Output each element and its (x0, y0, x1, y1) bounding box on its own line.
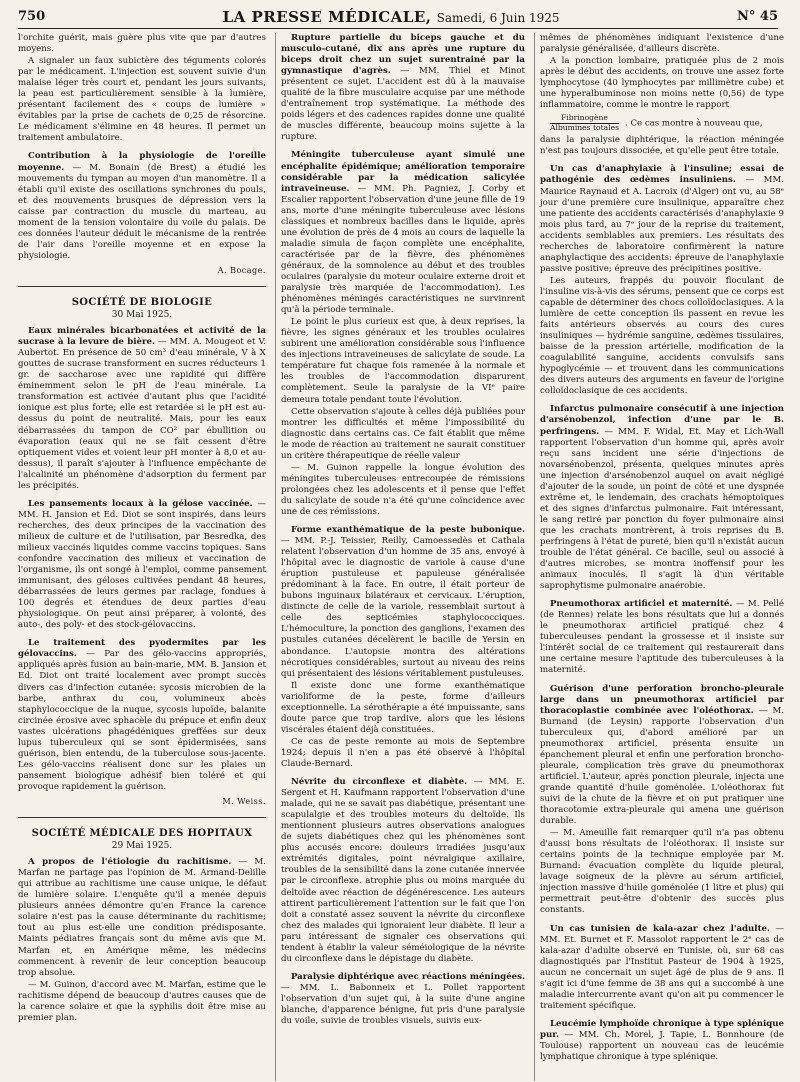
article-text: — M. Bonain (de Brest) a étudié les mouvements du tympan au moyen d'un manomètre. Il a établi qu'il existe des oscillations synchrones du pouls, et des mouvements brusques de dépression vers la caisse par contraction du muscle du marteau, au moment de la tension volontaire du voile du palais. De ces données l'auteur déduit le mécanisme de la rentrée de l'air dans l'oreille moyenne et en expose la physiologie. (18, 162, 266, 261)
signature: A. Bocage. (217, 265, 266, 275)
article-title: Le traitement des pyodermites par les gélovaccins. (18, 638, 266, 660)
article-title: Un cas tunisien de kala-azar chez l'adulte. (549, 923, 771, 934)
paragraph: mêmes de phénomènes indiquant l'existence d'une paralysie généralisée, d'ailleurs discrète. (539, 33, 784, 55)
section-date: 30 Mai 1925. (111, 310, 173, 321)
article (18, 638, 266, 793)
article-title: Eaux minérales bicarbonatées et activité de la sucrase à la levure de bière. (18, 326, 266, 348)
issue-number: N° 45 (736, 8, 778, 24)
paragraph (540, 112, 784, 134)
article-text: — MM. A. Mougeot et V. Aubertot. En présence de 50 cm³ d'eau minérale, V à X gouttes de sucrase transforment en sucres réducteurs 1 gr. de saccharose avec une rapidité qui diffère éminemment selon le pH de l'eau minérale. La transformation est activée d'autant plus que l'acidité ionique est plus forte; elle est retardée si le pH est au-dessus du point de neutralité. Mais, pour les eaux débarrassées du tampon de CO² par ébullition ou évaporation (eaux qui ne se fait cessent d'être optiquement vides et voient leur pH monter à 8,0 et au-dessus), il paraît s'ajouter à l'influence empêchante de l'alcalinité un phénomène d'adsorption du ferment par les précipités. (18, 337, 266, 491)
article-text: — MM. F. Widal, Et. May et Lich-Wall rapportent l'observation d'un homme qui, après avoir reçu sans incident une série d'injections de novarsénobenzol, présenta, quelques minutes après une injection d'arsénobenzol auquel on avait négligé d'ajouter de la soude, un point de côté et une dyspnée extrême et, le lendemain, des crachats hémoptoïques et des signes d'infarctus pulmonaire. Fait intéressant, le sang retiré par ponction du foyer pulmonaire ainsi que les crachats montrèrent, à trois reprises du B. perfringens à l'état de pureté, bien qu'il n'existât aucun trouble de l'état général. Ce bacille, seul ou associé à d'autres microbes, se montra inoffensif pour les animaux inoculés. Il s'agit là d'un véritable saprophytisme pulmonaire anaérobie. (539, 426, 784, 592)
column-2 (275, 33, 525, 1081)
article (540, 1019, 784, 1063)
article-text: — MM. H. Jansion et Ed. Diot se sont inspirés, dans leurs recherches, des deux principes de la vaccination des milieux de culture et de l'utilisation, par Besredka, des milieux vaccinés liquides comme vaccins topiques. Sans confondre vaccination des milieux et vaccination de l'organisme, ils ont songé à l'emploi, comme pansement immunisant, des géloses cultivées pendant 48 heures, débarrassées de leurs germes par raclage, fondues à 100 degrés et étendues de deux parties d'eau physiologique. On peut ainsi préparer, à volonté, des auto-, des poly- et des stock-gélovaccins. (18, 498, 266, 631)
article-title: Contribution à la physiologie de l'oreille moyenne. (18, 151, 266, 173)
article-text: — Par des gélo-vaccins appropriés, appliqués après fusion au bain-marie, MM. B. Jansion et Ed. Diot ont traité localement avec prompt succès divers cas d'infection cutanée: sycosis microbien de la barbe, anthrax du cou, volumineux abcès staphylococcique de la nuque, sycosis lupoïde, balanite circinée érosive avec sphacèle du prépuce et enfin deux vastes ulcérations phagédéniques greffées sur deux lupus tuberculeux qui se sont épidermisées, sans guérison, bien entendu, de la tuberculose sous-jacente. Les gélo-vaccins réalisent donc sur les plaies un pansement biologique adhésif bien toléré et qui provoque rapidement la guérison. (18, 649, 266, 792)
paragraph: Il existe donc une forme exanthématique varioliforme de la peste, forme d'ailleurs exceptionnelle. La sérothérapie a été impuissante, sans doute parce que trop tardive, alors que les lésions viscérales étaient déjà constituées. (280, 680, 525, 735)
section-title: SOCIÉTÉ DE BIOLOGIE (18, 286, 266, 308)
article (540, 164, 784, 274)
article (281, 150, 525, 316)
article (540, 684, 784, 828)
article (18, 151, 266, 261)
article (281, 525, 525, 680)
paragraph: dans la paralysie diphtérique, la réaction méningée n'est pas toujours dissociée, et qu'elle peut être totale. (539, 135, 784, 157)
paragraph: l'orchite guérit, mais guère plus vite que par d'autres moyens. (18, 33, 266, 55)
article-title: A propos de l'étiologie du rachitisme. (28, 857, 232, 868)
page-number: 750 (18, 8, 46, 24)
article (281, 777, 525, 965)
section-date: 29 Mai 1925. (111, 841, 173, 852)
article (281, 972, 525, 1027)
journal-masthead (223, 7, 560, 26)
issue-date: Samedi, 6 Juin 1925 (436, 10, 560, 25)
columns (18, 33, 784, 1081)
article-title: Paralysie diphtérique avec réactions méningées. (290, 971, 525, 982)
article-text: — M. Pellé (de Rennes) relate les bons résultats que lui a donnés le pneumothorax artificiel pratiqué chez 4 tuberculeuses pendant la grossesse et il insiste sur l'intérêt social de ce traitement qui restaurerait dans une certaine mesure l'aptitude des tuberculeuses à la maternité. (539, 599, 784, 676)
article-title: Infarctus pulmonaire consécutif à une injection d'arsénobenzol, infection d'une par le B. perfringens. (539, 404, 784, 437)
article-text: — MM. Thiel et Minot présentent ce sujet. L'accident est dû à la mauvaise qualité de la fibre musculaire acquise par une méthode d'entraînement trop systématique. La méthode des poids légers et des cadences rapides donne une qualité de muscles différente, beaucoup moins sujette à la rupture. (280, 66, 525, 143)
article-title: Un cas d'anaphylaxie à l'insuline; essai de pathogénie des œdèmes insuliniens. (539, 164, 784, 186)
section-title: SOCIÉTÉ MÉDICALE DES HOPITAUX (18, 817, 266, 839)
article-title: Les pansements locaux à la gélose vaccinée. (28, 498, 253, 509)
article-title: Guérison d'une perforation broncho-pleurale large dans un pneumothorax artificiel par thoracoplastie combinée avec l'oléothorax. (539, 683, 784, 716)
signature: M. Weiss. (222, 797, 266, 806)
article-title: Leucémie lymphoïde chronique à type splénique pur. (539, 1018, 784, 1040)
paragraph: Ce cas de peste remonte au mois de Septembre 1924; depuis il n'en a pas été observé à l'hôpital Claude-Bernard. (280, 736, 525, 769)
article (540, 924, 784, 1012)
paragraph-text: . Ce cas montre à nouveau que, (624, 118, 763, 129)
article (18, 326, 266, 492)
column-3 (534, 33, 784, 1081)
formula-denominator: Albumines totales (549, 122, 619, 132)
article-title: Pneumothorax artificiel et maternité. (549, 599, 733, 610)
article-text: — M. Marfan ne partage pas l'opinion de M. Armand-Delille qui attribue au rachitisme une cause unique, le défaut de lumière solaire. L'enquête qu'il a menée depuis plusieurs années démontre qu'en France la carence solaire n'est pas la cause déterminante du rachitisme; tout au plus est-elle une condition prédisposante. Maints pédiatres français sont du même avis que M. Marfan et, en Amérique même, les médecins commencent à revenir de leur conception beaucoup trop absolue. (18, 857, 266, 978)
article-text: — M. Burnand (de Leysin) rapporte l'observation d'un tuberculeux qui, d'abord amélioré par un pneumothorax artificiel, présenta ensuite un épanchement pleural et enfin une perforation broncho-pleurale, complication très grave du pneumothorax artificiel. L'auteur, après ponction pleurale, injecta une grande quantité d'huile goménolée. L'oléothorax fut suivi de la chute de la fièvre et on put pratiquer une thoracotomie extra-pleurale qui amena une guérison durable. (539, 705, 784, 827)
article-text: — MM. Et. Burnet et F. Massolot rapportent le 2ᵉ cas de kala-azar d'adulte observé en Tunisie, où, sur 68 cas diagnostiqués par l'Institut Pasteur de 1904 à 1925, aucun ne concernait un sujet âgé de plus de 9 ans. Il s'agit ici d'une femme de 38 ans qui a succombé à une maladie intercurrente avant qu'on ait pu commencer le traitement spécifique. (539, 923, 784, 1011)
paragraph: — M. Guinon, d'accord avec M. Marfan, estime que le rachitisme dépend de beaucoup d'autres causes que de la carence solaire et que la syphilis doit être mise au premier plan. (18, 979, 266, 1023)
article-text: — MM. Ch. Morel, J. Tapie, L. Bonnhoure (de Toulouse) rapportent un nouveau cas de leucémie lymphatique chronique à type splénique. (539, 1029, 784, 1063)
paragraph: Le point le plus curieux est que, à deux reprises, la fièvre, les signes généraux et les troubles oculaires subirent une amélioration considérable sous l'influence des injections intraveineuses de salicylate de soude. La température fut chaque fois ramenée à la normale et les troubles de l'accommodation disparurent complètement. Seule la paralysie de la VIᵉ paire demeura totale pendant toute l'évolution. (280, 317, 525, 405)
article (18, 499, 266, 632)
article-title: Rupture partielle du biceps gauche et du musculo-cutané, dix ans après une rupture du biceps droit chez un sujet surentrainé par la gymnastique d'agrès. (280, 33, 525, 77)
paragraph: Cette observation s'ajoute à celles déjà publiées pour montrer les difficultés et même l'impossibilité du diagnostic dans certains cas. Ce fait établit que même le mode de réaction au traitement ne saurait constituer un critère thérapeutique de réelle valeur (280, 406, 525, 461)
article-title: Forme exanthématique de la peste bubonique. (290, 525, 525, 536)
article (18, 857, 266, 979)
paragraph: — M. Guinon rappelle la longue évolution des méningites tuberculeuses entrecoupée de rémissions prolongées chez les adolescents et il pense que l'effet du salicylate de soude n'a été qu'une coïncidence avec une de ces rémissions. (280, 462, 525, 517)
article-text: — MM. L. Babonneix et L. Pollet rapportent l'observation d'un sujet qui, à la suite d'une angine blanche, d'apparence bénigne, fut pris d'une paralysie du voile, suivie de troubles visuels, suivis eux- (280, 982, 525, 1027)
article (281, 33, 525, 143)
paragraph: A la ponction lombaire, pratiquée plus de 2 mois après le début des accidents, on trouve une assez forte lymphocytose (40 lymphocytes par millimètre cube) et une hyperalbuminose non moins nette (0,56) de type inflammatoire, comme le montre le rapport (539, 56, 784, 111)
article-title: Névrite du circonflexe et diabète. (290, 777, 468, 788)
journal-title: LA PRESSE MÉDICALE, (222, 7, 432, 26)
article-title: Méningite tuberculeuse ayant simulé une encéphalite épidémique; amélioration temporaire considérable par la médication salicylée intraveineuse. (280, 150, 525, 194)
paragraph: — M. Ameuille fait remarquer qu'il n'a pas obtenu d'aussi bons résultats de l'oléothorax. Il insiste sur certains points de la technique employée par M. Burnand: évacuation complète du liquide pleural, lavage soigneux de la plèvre au sérum artificiel, injection massive d'huile goménolée (1 litre et plus) qui permettrait peut-être d'obtenir des succès plus constants. (539, 828, 784, 916)
article (540, 599, 784, 676)
article-text: — MM. Maurice Raynaud et A. Lacroix (d'Alger) ont vu, au 58ᵉ jour d'une première cure insulinique, apparaître chez une patiente des accidents caractérisés d'anaphylaxie 9 mois plus tard, au 7ᵉ jour de la reprise du traitement, accidents semblables aux premiers. Les résultats des recherches de laboratoire confirmèrent la nature anaphylactique des accidents: épreuve de l'anaphylaxie passive positive; épreuve des précipitines positive. (539, 175, 784, 274)
article-text: — MM. P.-J. Teissier, Reilly, Camoessedès et Cathala relatent l'observation d'un homme de 35 ans, envoyé à l'hôpital avec le diagnostic de variole à cause d'une éruption pustuleuse et papuleuse généralisée prédominant à la face. En outre, il était porteur de bubons inguinaux bilatéraux et cervicaux. L'éruption, distincte de celle de la variole, ressemblait surtout à celle des septicémies staphylococciques. L'hémoculture, la ponction des ganglions, l'examen des pustules cutanées décelèrent le bacille de Yersin en abondance. L'autopsie montra des altérations nécrotiques considérables, surtout au niveau des reins qui présentaient des lésions véritablement pustuleuses. (280, 536, 525, 679)
column-1 (18, 33, 266, 1081)
paragraph: A signaler un faux subictère des téguments colorés par le médicament. L'injection est souvent suivie d'un malaise léger très court et, pendant les jours suivants, la peau est particulièrement sensible à la lumière, présentant facilement des « coups de lumière » évitables par la prise de cachets de 0,25 de résorcine. Le médicament s'élimine en 48 heures. Il permet un traitement ambulatoire. (18, 56, 266, 144)
article (540, 404, 784, 592)
paragraph: Les auteurs, frappés du pouvoir floculant de l'insuline vis-à-vis des sérums, pensent que ce corps est capable de déterminer des chocs colloïdoclasiques. A la lumière de cette conception ils passent en revue les faits antérieurs observés au cours des cures insuliniques — hydrémie sanguine, œdèmes tissulaires, baisse de la pression artérielle, modification de la coagulabilité sanguine, accidents convulsifs sans hypoglycémie — et trouvent dans les communications des divers auteurs des arguments en faveur de l'origine colloïdoclasique de ces accidents. (539, 275, 784, 397)
article-text: — MM. E. Sergent et H. Kaufmann rapportent l'observation d'une malade, qui ne se savait pas diabétique, présentant une scapulalgie et des troubles moteurs du deltoïde. Ils mentionnent plusieurs autres observations analogues de sujets diabétiques chez qui les phénomènes sont plus accusés encore: douleurs irradiées jusqu'aux extrémités digitales, point névralgique axillaire, troubles de la sensibilité dans la zone cutanée innervée par le circonflexe. atrophie plus ou moins marquée du deltoïde avec réaction de dégénérescence. Les auteurs attirent particulièrement l'attention sur le fait que l'on doit a constaté assez souvent la névrite du circonflexe chez des malades qui ignoraient leur diabète. Il leur a paru intéressant de signaler ces observations qui tendent à établir la valeur séméiologique de la névrite du circonflexe dans le dépistage du diabète. (280, 777, 525, 964)
article-text: — MM. Ph. Pagniez, J. Corby et Escalier rapportent l'observation d'une jeune fille de 19 ans, morte d'une méningite tuberculeuse avec lésions classiques et nombreux bacilles dans le liquide, après une évolution de près de 4 mois au cours de laquelle la maladie simula de façon complète une encéphalite, caractérisée par de la fièvre, des phénomènes généraux, de la somnolence au début et des troubles oculaires (paralysie du moteur oculaire externe droit et paralysie très marquée de l'accommodation). Les phénomènes méningés caractéristiques ne survinrent qu'à la période terminale. (280, 183, 525, 316)
ratio-formula (550, 114, 619, 132)
formula-numerator: Fibrinogène (550, 114, 619, 124)
page-header (18, 4, 778, 29)
